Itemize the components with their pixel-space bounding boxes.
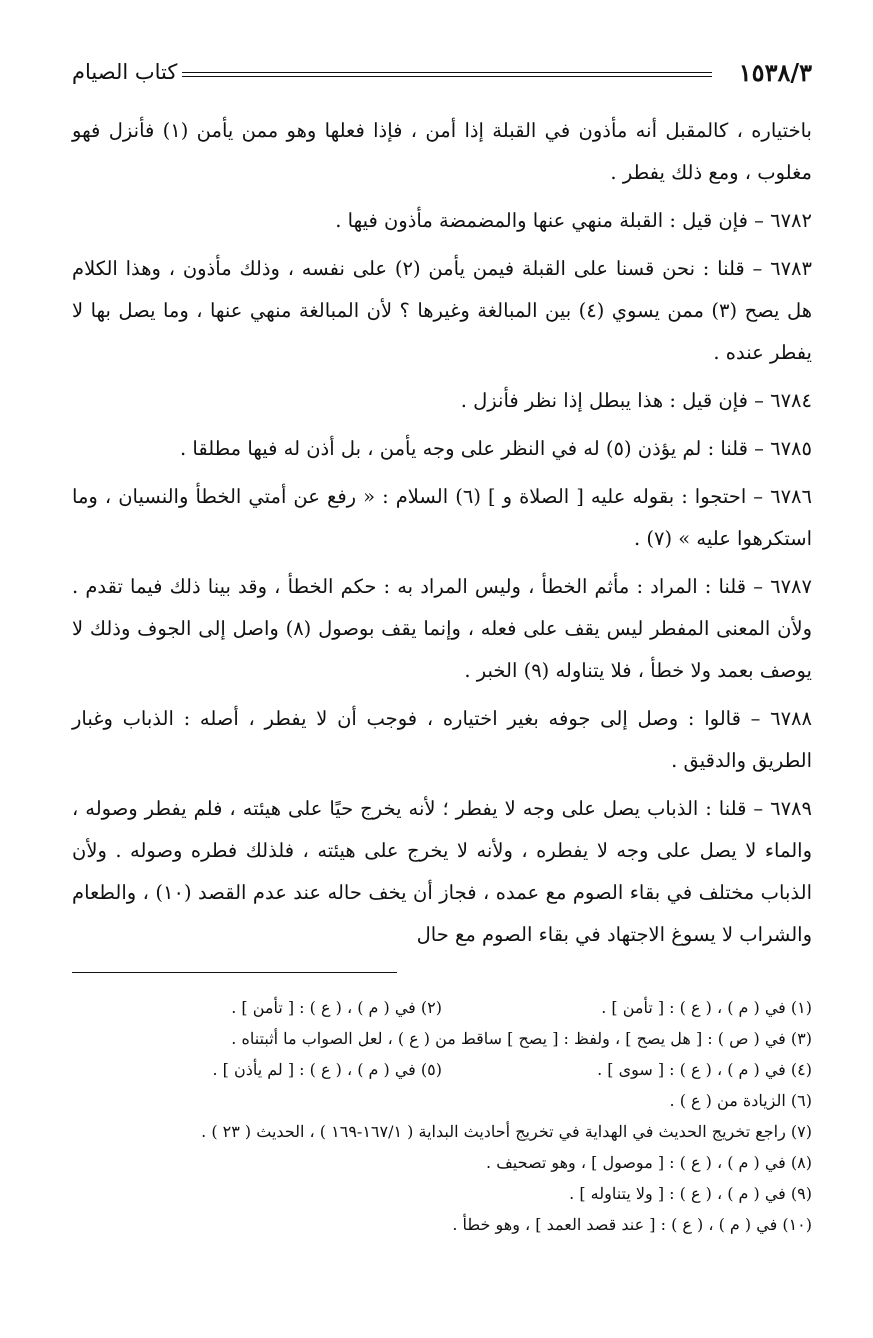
footnote-7: (٧) راجع تخريج الحديث في الهداية في تخريج أحاديث البداية ( ١٦٧/١-١٦٩ ) ، الحديث ( ٢٣ ) . [201,1122,812,1141]
page-number: ١٥٣٨/٣ [738,58,812,87]
footnote-separator [72,972,397,973]
paragraph: ٦٧٨٢ – فإن قيل : القبلة منهي عنها والمضمضة مأذون فيها . [335,209,812,232]
paragraph: ٦٧٨٤ – فإن قيل : هذا يبطل إذا نظر فأنزل . [460,389,812,412]
footnote-1: (١) في ( م ) ، ( ع ) : [ تأمن ] . [601,998,812,1017]
footnote-2: (٢) في ( م ) ، ( ع ) : [ تأمن ] . [231,998,442,1017]
footnote-row [72,992,812,1023]
footnote-10: (١٠) في ( م ) ، ( ع ) : [ عند قصد العمد ] ، وهو خطأ . [452,1215,812,1234]
paragraph: ٦٧٨٨ – قالوا : وصل إلى جوفه بغير اختياره ، فوجب أن لا يفطر ، أصله : الذباب وغبار الطريق والدقيق . [72,707,812,772]
footnote-6: (٦) الزيادة من ( ع ) . [669,1091,812,1110]
header-rule [182,72,712,77]
footnote-row [72,1054,812,1085]
footnote-3: (٣) في ( ص ) : [ هل يصح ] ، ولفظ : [ يصح ] ساقط من ( ع ) ، لعل الصواب ما أثبتناه . [231,1029,812,1048]
paragraph: ٦٧٨٣ – قلنا : نحن قسنا على القبلة فيمن يأمن (٢) على نفسه ، وذلك مأذون ، وهذا الكلام هل يصح (٣) ممن يسوي (٤) بين المبالغة وغيرها ؟ لأن المبالغة منهي عنها ، وما يصل بها لا يفطر عنده . [72,257,812,364]
main-text [72,110,812,962]
paragraph: ٦٧٨٥ – قلنا : لم يؤذن (٥) له في النظر على وجه يأمن ، بل أذن له فيها مطلقا . [180,437,812,460]
footnotes [72,992,812,1240]
book-title: كتاب الصيام [72,60,178,84]
page-header [72,50,812,94]
paragraph: ٦٧٨٩ – قلنا : الذباب يصل على وجه لا يفطر ؛ لأنه يخرج حيًا على هيئته ، فلم يفطر وصوله ، والماء لا يصل على وجه لا يفطره ، ولأنه لا يخرج على هيئته ، فلذلك فطره وصوله . ولأن الذباب مختلف في بقاء الصوم مع عمده ، فجاز أن يخف حاله عند عدم القصد (١٠) ، والطعام والشراب لا يسوغ الاجتهاد في بقاء الصوم مع حال [72,797,812,946]
paragraph: ٦٧٨٧ – قلنا : المراد : مأثم الخطأ ، وليس المراد به : حكم الخطأ ، وقد بينا ذلك فيما تقدم . ولأن المعنى المفطر ليس يقف على فعله ، وإنما يقف بوصول (٨) واصل إلى الجوف وذلك لا يوصف بعمد ولا خطأ ، فلا يتناوله (٩) الخبر . [72,575,812,682]
paragraph: باختياره ، كالمقبل أنه مأذون في القبلة إذا أمن ، فإذا فعلها وهو ممن يأمن (١) فأنزل فهو مغلوب ، ومع ذلك يفطر . [72,119,812,184]
footnote-9: (٩) في ( م ) ، ( ع ) : [ ولا يتناوله ] . [569,1184,812,1203]
book-page [72,50,812,1234]
footnote-4: (٤) في ( م ) ، ( ع ) : [ سوى ] . [597,1060,812,1079]
paragraph: ٦٧٨٦ – احتجوا : بقوله عليه [ الصلاة و ] (٦) السلام : « رفع عن أمتي الخطأ والنسيان ، وما استكرهوا عليه » (٧) . [72,485,812,550]
footnote-5: (٥) في ( م ) ، ( ع ) : [ لم يأذن ] . [212,1060,442,1079]
footnote-8: (٨) في ( م ) ، ( ع ) : [ موصول ] ، وهو تصحيف . [486,1153,812,1172]
